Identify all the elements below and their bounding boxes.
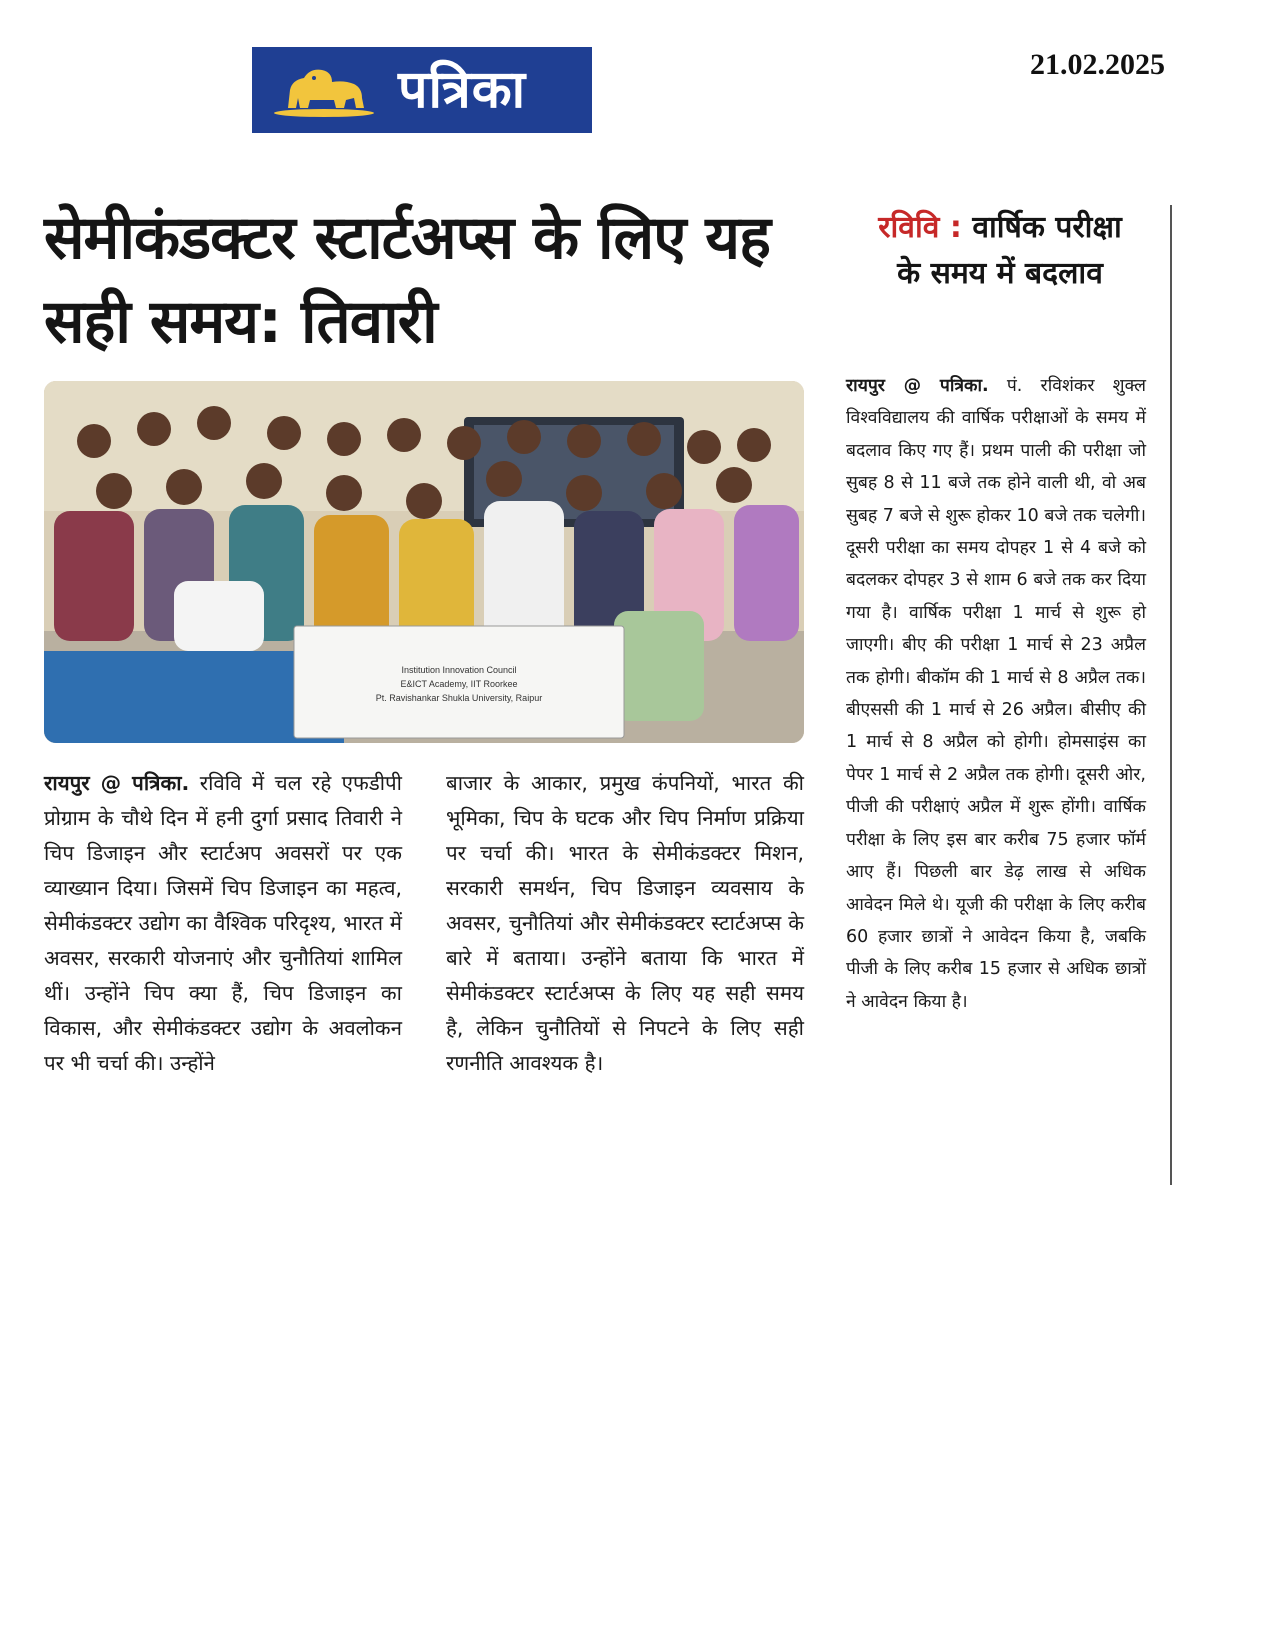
- main-dateline: रायपुर @ पत्रिका.: [44, 771, 190, 795]
- side-dateline: रायपुर @ पत्रिका.: [846, 376, 989, 396]
- side-headline-accent: रविवि :: [878, 210, 962, 245]
- column-divider: [1170, 205, 1172, 1185]
- main-headline: सेमीकंडक्टर स्टार्टअप्स के लिए यह सही समय: तिवारी: [44, 203, 770, 357]
- banner-line-2: E&ICT Academy, IIT Roorkee: [400, 679, 518, 689]
- banner-line-3: Pt. Ravishankar Shukla University, Raipur: [375, 693, 543, 703]
- side-body-text: पं. रविशंकर शुक्ल विश्वविद्यालय की वार्षिक परीक्षाओं के समय में बदलाव किए गए हैं। प्रथम पाली की परीक्षा जो सुबह 8 से 11 बजे तक होने वाली थी, वो अब सुबह 7 बजे से शुरू होकर 10 बजे तक चलेगी। दूसरी परीक्षा का समय दोपहर 1 से 4 बजे को बदलकर दोपहर 3 से शाम 6 बजे तक कर दिया गया है। वार्षिक परीक्षा 1 मार्च से शुरू हो जाएगी। बीए की परीक्षा 1 मार्च से 23 अप्रैल तक होगी। बीकॉम की 1 मार्च से 8 अप्रैल तक। बीएससी की 1 मार्च से 26 अप्रैल। बीसीए की 1 मार्च से 8 अप्रैल को होगी। होमसाइंस का पेपर 1 मार्च से 2 अप्रैल तक होगी। दूसरी ओर, पीजी की परीक्षाएं अप्रैल में शुरू होंगी। वार्षिक परीक्षा के लिए इस बार करीब 75 हजार फॉर्म आए हैं। पिछली बार डेढ़ लाख से अधिक आवेदन मिले थे। यूजी की परीक्षा के लिए करीब 60 हजार छात्रों ने आवेदन किया है, जबकि पीजी के लिए करीब 15 हजार से अधिक छात्रों ने आवेदन किया है।: [846, 376, 1146, 1012]
- side-story-body: [846, 370, 1146, 1018]
- main-column-1-text: रविवि में चल रहे एफडीपी प्रोग्राम के चौथे दिन में हनी दुर्गा प्रसाद तिवारी ने चिप डिजाइन और स्टार्टअप अवसरों पर एक व्याख्यान दिया। जिसमें चिप डिजाइन का महत्व, सेमीकंडक्टर उद्योग का वैश्विक परिदृश्य, भारत में अवसर, सरकारी योजनाएं और चुनौतियां शामिल थीं। उन्होंने चिप क्या हैं, चिप डिजाइन का विकास, और सेमीकंडक्टर उद्योग के अवलोकन पर भी चर्चा की। उन्होंने: [44, 771, 402, 1075]
- group-photo: [44, 381, 804, 743]
- main-story-column-1: [44, 766, 402, 1081]
- banner-line-1: Institution Innovation Council: [401, 665, 517, 675]
- logo-wordmark: पत्रिका: [398, 60, 527, 120]
- publication-date: 21.02.2025: [1030, 48, 1165, 81]
- side-headline-rest: वार्षिक परीक्षा के समय में बदलाव: [897, 210, 1122, 291]
- lion-emblem-icon: [270, 60, 378, 120]
- main-story-column-2: बाजार के आकार, प्रमुख कंपनियों, भारत की भूमिका, चिप के घटक और चिप निर्माण प्रक्रिया पर चर्चा की। भारत के सेमीकंडक्टर मिशन, सरकारी समर्थन, चिप डिजाइन व्यवसाय के अवसर, चुनौतियां और सेमीकंडक्टर स्टार्टअप्स के बारे में बताया। उन्होंने बताया कि भारत में सेमीकंडक्टर स्टार्टअप्स के लिए यह सही समय है, लेकिन चुनौतियों से निपटने के लिए सही रणनीति आवश्यक है।: [446, 771, 804, 1075]
- patrika-logo: [252, 47, 592, 133]
- side-headline: [870, 205, 1130, 297]
